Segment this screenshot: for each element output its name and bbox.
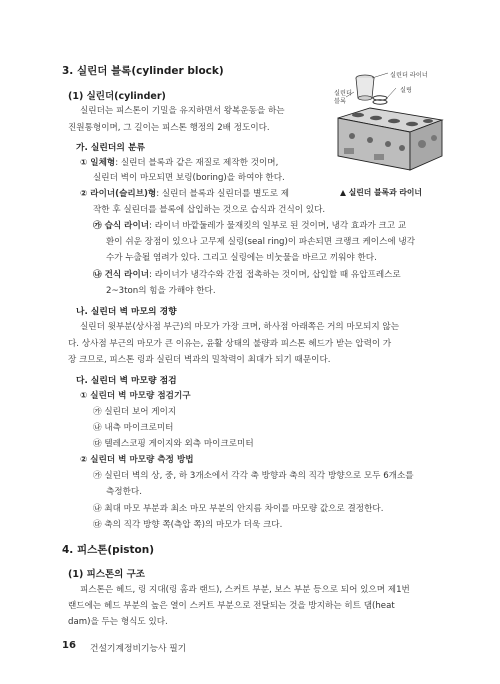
cylinder-paragraph-line2: 진원통형이며, 그 길이는 피스톤 행정의 2배 정도이다. — [68, 123, 270, 133]
method-step-2: ㉯ 최대 마모 부분과 최소 마모 부분의 안지름 차이를 마모량 값으로 결정한다. — [93, 504, 384, 514]
dry-liner-line1 — [93, 268, 401, 280]
cylinder-block-illustration — [330, 70, 450, 178]
section-heading-4: 4. 피스톤(piston) — [62, 544, 155, 556]
method-step-1: ㉮ 실린더 벽의 상, 중, 하 3개소에서 각각 축 방향과 축의 직각 방향으로 모두 6개소를 — [93, 471, 414, 481]
tool-telescoping-gauge: ㉰ 텔레스코핑 게이지와 외측 마이크로미터 — [93, 439, 254, 449]
method-step-1-cont: 측정한다. — [106, 487, 142, 497]
wear-tendency-line3: 장 크므로, 피스톤 링과 실린더 벽과의 밀착력이 최대가 되기 때문이다. — [68, 355, 331, 365]
wet-liner-head: ㉮ 습식 라이너 — [93, 221, 150, 231]
label-cylinder-liner: 실린더 라이너 — [390, 72, 428, 79]
liner-type-text: : 실린더 블록과 실린더를 별도로 제 — [156, 189, 290, 199]
integral-type-line1 — [80, 156, 278, 168]
method-step-3: ㉰ 축의 직각 방향 쪽(측압 쪽)의 마모가 더욱 크다. — [93, 520, 283, 530]
wear-inspection-title: 다. 실린더 벽 마모량 점검 — [76, 376, 177, 386]
cylinder-liner-drawing — [356, 75, 374, 100]
dry-liner-line2: 2~3ton의 힘을 가해야 한다. — [106, 286, 216, 296]
dry-liner-text: : 라이너가 냉각수와 간접 접촉하는 것이며, 삽입할 때 유압프레스로 — [149, 270, 401, 280]
wet-liner-line1 — [93, 219, 406, 231]
section-heading-3: 3. 실린더 블록(cylinder block) — [62, 65, 224, 77]
dry-liner-head: ㉯ 건식 라이너 — [93, 270, 150, 280]
cylinder-block-figure — [330, 70, 450, 178]
measurement-method-title: ② 실린더 벽 마모량 측정 방법 — [80, 455, 194, 465]
book-title: 건설기계정비기능사 필기 — [90, 644, 187, 654]
piston-structure-line1: 피스톤은 헤드, 링 지대(링 홈과 랜드), 스커트 부분, 보스 부분 등으로 되어 있으며 제1번 — [80, 585, 410, 595]
label-seal-ring: 실링 — [400, 87, 412, 94]
seal-ring-drawing — [373, 96, 387, 104]
piston-structure-line3: dam)을 두는 형식도 있다. — [68, 617, 168, 627]
subsection-title-cylinder: (1) 실린더(cylinder) — [68, 91, 166, 102]
figure-caption: ▲ 실린더 블록과 라이너 — [340, 188, 422, 197]
page-number: 16 — [62, 640, 76, 651]
liner-type-line2: 작한 후 실린더를 블록에 삽입하는 것으로 습식과 건식이 있다. — [93, 205, 326, 215]
wear-tendency-line1: 실린더 윗부분(상사점 부근)의 마모가 가장 크며, 하사점 아래쪽은 거의 마모되지 않는 — [80, 322, 400, 332]
engine-block-drawing — [338, 108, 442, 170]
tool-bore-gauge: ㉮ 실린더 보어 게이지 — [93, 407, 177, 417]
cylinder-paragraph-line1: 실린더는 피스톤이 기밀을 유지하면서 왕복운동을 하는 — [80, 106, 285, 116]
wet-liner-line3: 수가 누출될 염려가 있다. 그리고 실링에는 비눗물을 바르고 끼워야 한다. — [106, 253, 377, 263]
piston-structure-line2: 랜드에는 헤드 부분의 높은 열이 스커트 부분으로 전달되는 것을 방지하는 히트 댐(heat — [68, 601, 395, 611]
liner-type-line1 — [80, 187, 289, 199]
liner-type-head: ② 라이너(슬리브)형 — [80, 189, 157, 199]
classification-title: 가. 실린더의 분류 — [76, 143, 145, 153]
label-cylinder-block: 실린더 블록 — [334, 90, 352, 105]
wet-liner-line2: 환이 쉬운 장점이 있으나 고무제 실링(seal ring)이 파손되면 크랭크 케이스에 냉각 — [106, 237, 416, 247]
wet-liner-text: : 라이너 바깥둘레가 물재킷의 일부로 된 것이며, 냉각 효과가 크고 교 — [149, 221, 407, 231]
tool-inside-micrometer: ㉯ 내측 마이크로미터 — [93, 423, 174, 433]
wear-tendency-title: 나. 실린더 벽 마모의 경향 — [76, 307, 177, 317]
wear-tendency-line2: 다. 상사점 부근의 마모가 큰 이유는, 윤활 상태의 불량과 피스톤 헤드가 받는 압력이 가 — [68, 339, 392, 349]
integral-type-line2: 실린더 벽이 마모되면 보링(boring)을 하여야 한다. — [93, 173, 285, 183]
inspection-tools-title: ① 실린더 벽 마모량 점검기구 — [80, 391, 191, 401]
integral-type-text: : 실린더 블록과 같은 재질로 제작한 것이며, — [115, 158, 279, 168]
integral-type-head: ① 일체형 — [80, 158, 116, 168]
subsection-title-piston-structure: (1) 피스톤의 구조 — [68, 569, 145, 580]
